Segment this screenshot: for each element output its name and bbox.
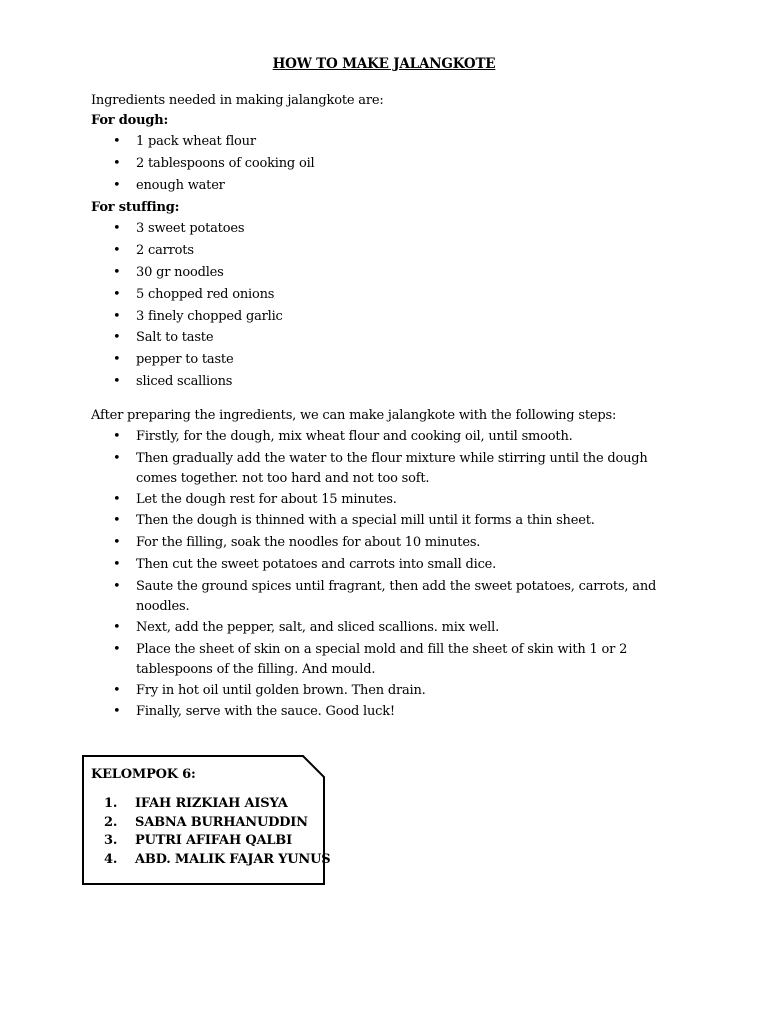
list-item: • 5 chopped red onions: [91, 285, 661, 307]
dough-heading: For dough:: [91, 113, 169, 128]
member-item: [104, 814, 330, 833]
list-item: • 1 pack wheat flour: [91, 132, 661, 154]
steps-list: [91, 427, 661, 724]
member-name: IFAH RIZKIAH AISYA: [135, 796, 288, 811]
steps-intro: After preparing the ingredients, we can make jalangkote with the following steps:: [91, 407, 617, 423]
member-item: [104, 832, 330, 851]
step-item: • Finally, serve with the sauce. Good luck!: [91, 702, 661, 724]
list-item: • 3 finely chopped garlic: [91, 307, 661, 329]
member-name: SABNA BURHANUDDIN: [135, 814, 308, 830]
member-number: 4.: [104, 851, 118, 867]
list-item: • enough water: [91, 176, 661, 198]
member-item: [104, 851, 330, 870]
member-list: [104, 795, 330, 869]
list-item: • 30 gr noodles: [91, 263, 661, 285]
step-item: • For the filling, soak the noodles for about 10 minutes.: [91, 533, 661, 555]
stuffing-heading: For stuffing:: [91, 200, 180, 216]
list-item: • 2 carrots: [91, 241, 661, 263]
member-number: 3.: [104, 833, 118, 848]
list-item: • Salt to taste: [91, 328, 661, 350]
page-title: HOW TO MAKE JALANGKOTE: [272, 56, 496, 72]
stuffing-list: [91, 219, 661, 393]
step-item: • Then gradually add the water to the flour mixture while stirring until the dough comes together. not too hard and not too soft.: [91, 449, 661, 490]
document-body: [91, 92, 661, 724]
list-item: • pepper to taste: [91, 350, 661, 372]
step-item: • Firstly, for the dough, mix wheat flour and cooking oil, until smooth.: [91, 427, 661, 449]
member-name: ABD. MALIK FAJAR YUNUS: [135, 851, 331, 867]
list-item: • 3 sweet potatoes: [91, 219, 661, 241]
group-box: [82, 755, 331, 885]
list-item: • sliced scallions: [91, 372, 661, 394]
ingredients-intro: Ingredients needed in making jalangkote are:: [91, 93, 384, 108]
member-number: 1.: [104, 796, 118, 811]
member-number: 2.: [104, 814, 118, 830]
dough-list: [91, 132, 661, 197]
step-item: • Place the sheet of skin on a special mold and fill the sheet of skin with 1 or 2 tablespoons of the filling. And mould.: [91, 640, 661, 681]
step-item: • Then cut the sweet potatoes and carrots into small dice.: [91, 555, 661, 577]
member-item: [104, 795, 330, 814]
step-item: • Let the dough rest for about 15 minutes.: [91, 490, 661, 512]
step-item: • Then the dough is thinned with a special mill until it forms a thin sheet.: [91, 511, 661, 533]
step-item: • Next, add the pepper, salt, and sliced scallions. mix well.: [91, 618, 661, 640]
step-item: • Fry in hot oil until golden brown. Then drain.: [91, 681, 661, 703]
step-item: • Saute the ground spices until fragrant, then add the sweet potatoes, carrots, and noodles.: [91, 577, 661, 618]
member-name: PUTRI AFIFAH QALBI: [135, 833, 292, 848]
list-item: • 2 tablespoons of cooking oil: [91, 154, 661, 176]
group-title: KELOMPOK 6:: [91, 767, 196, 782]
